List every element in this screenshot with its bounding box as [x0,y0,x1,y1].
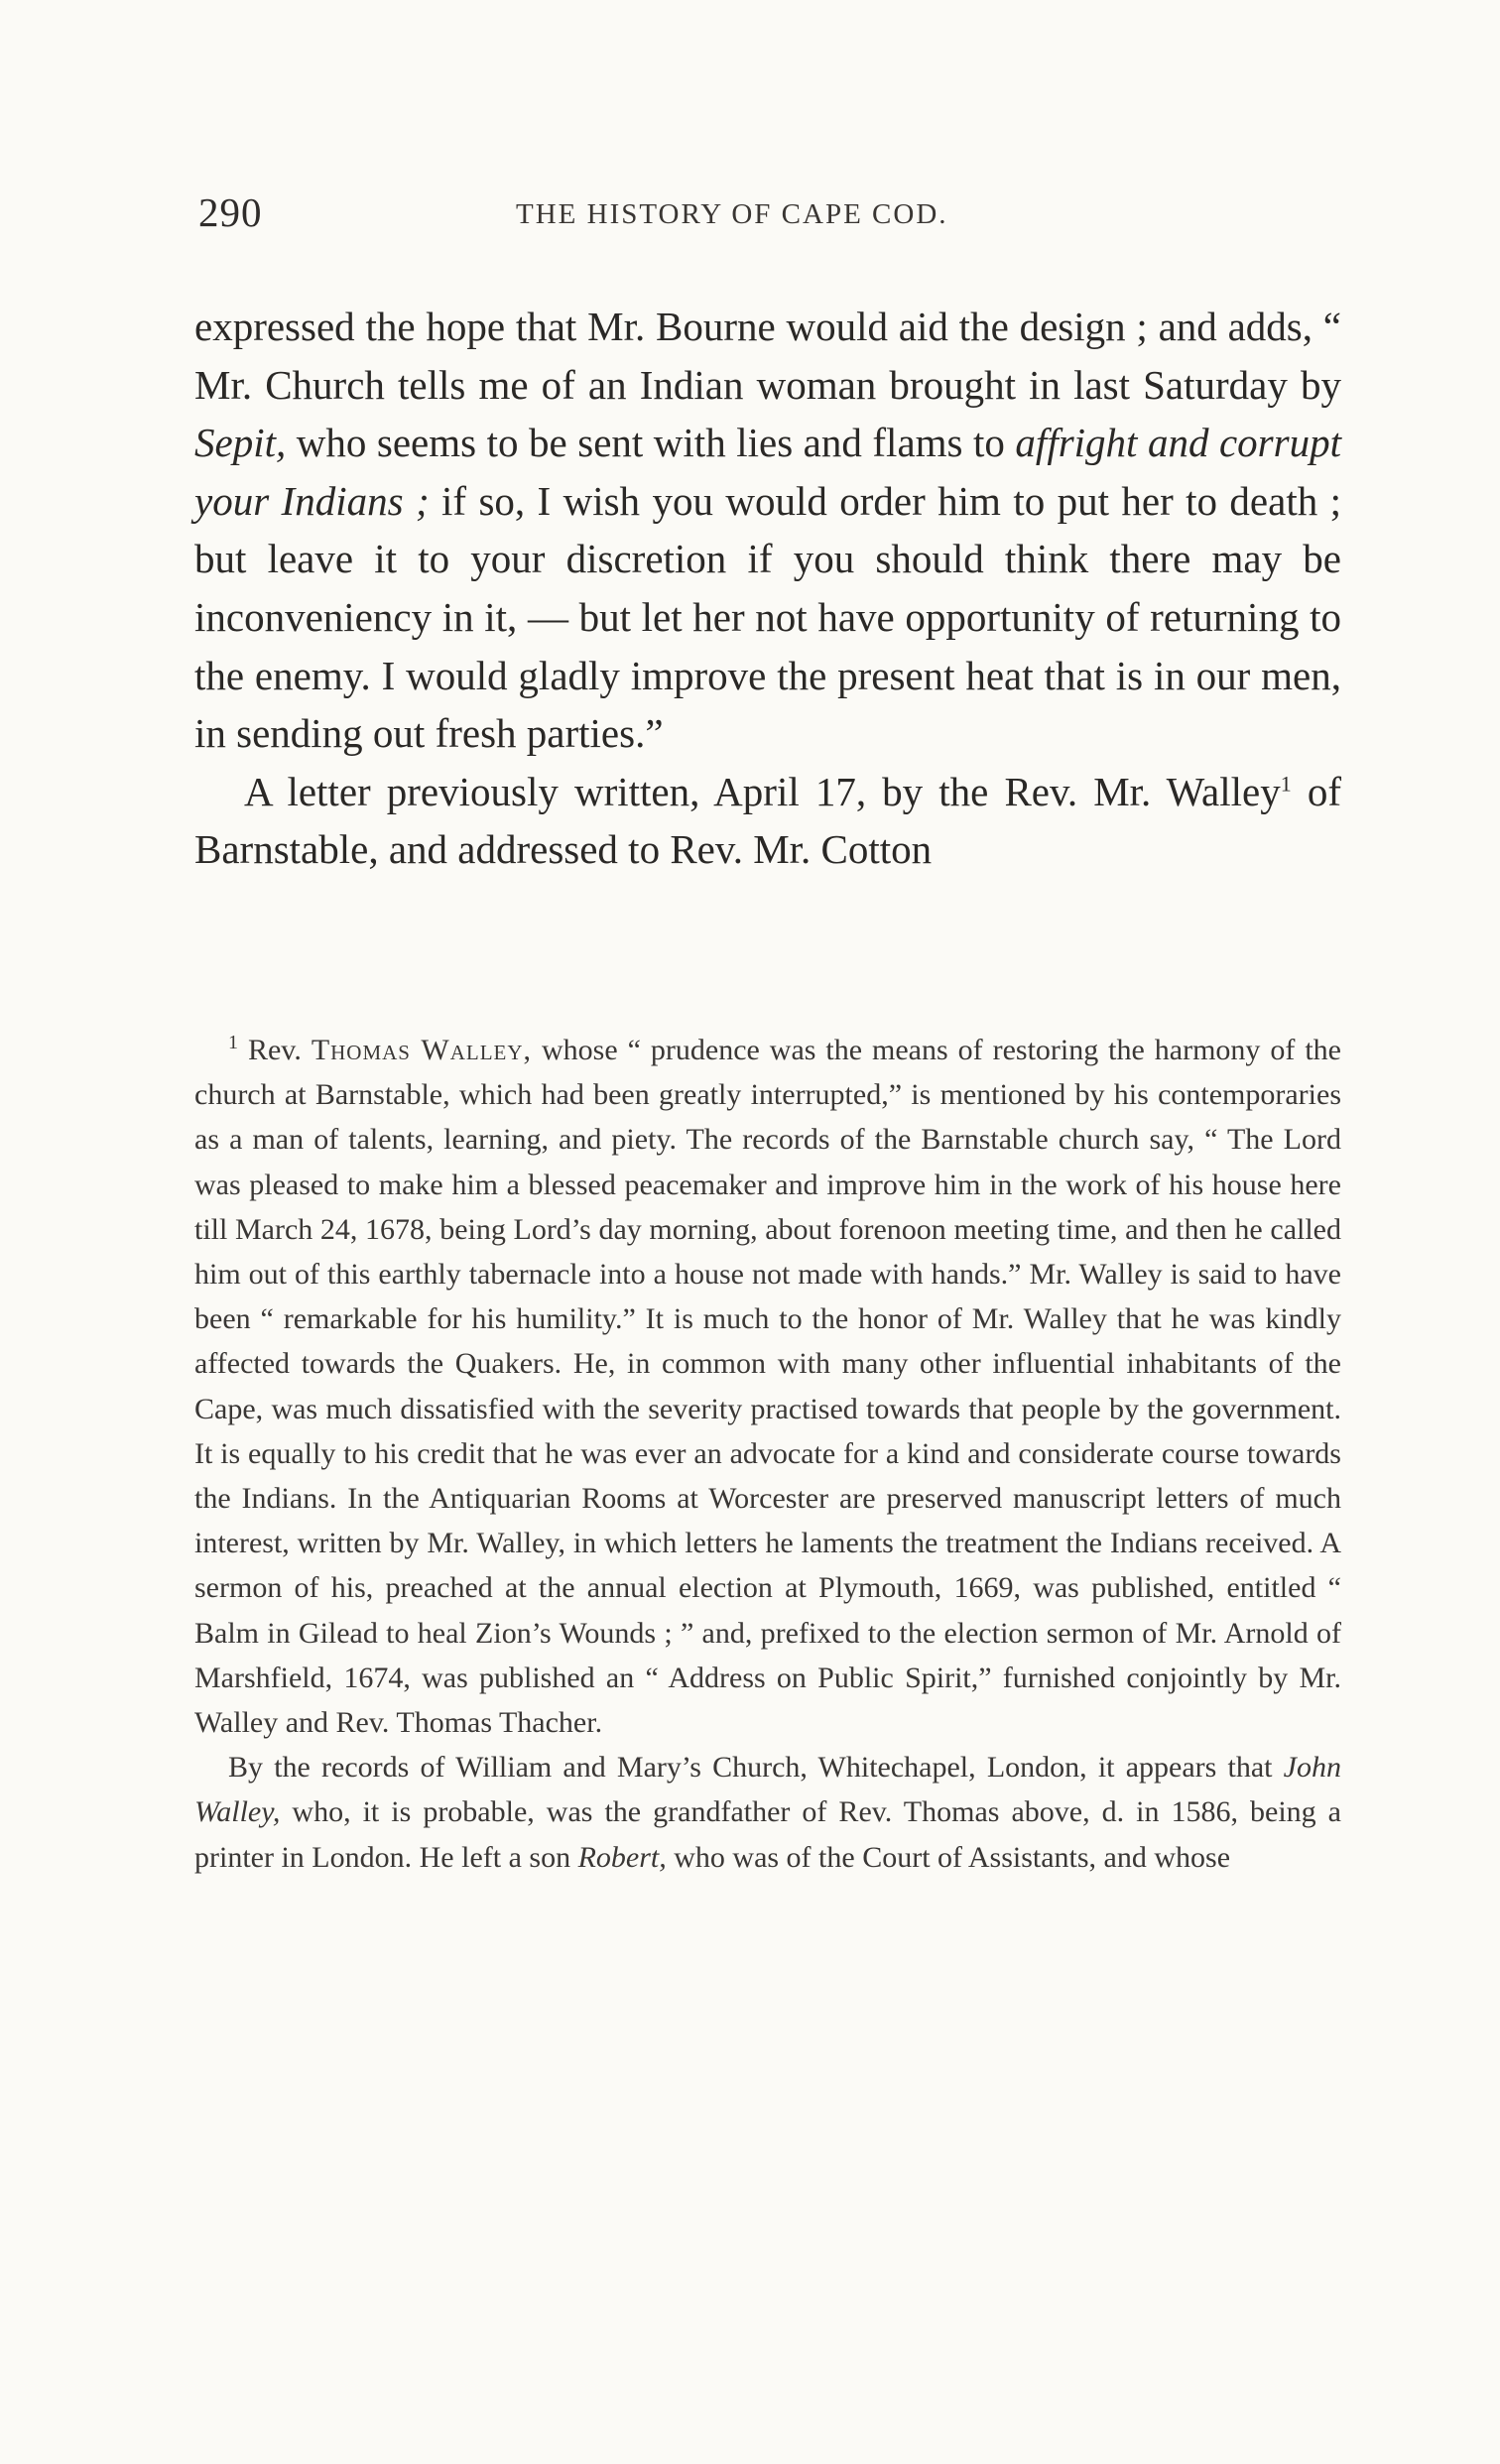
person-name: Thomas Walley, [311,1034,533,1066]
italic-quote: affright and corrupt your Indians ; [194,420,1341,524]
page-number: 290 [198,189,263,235]
page-header [198,188,1337,248]
footnote-continuation [194,1745,1341,1880]
footnote-marker: 1 [228,1032,238,1053]
text-run: By the records of William and Mary’s Church, Whitechapel, London, it appears that [228,1751,1284,1785]
italic-name: Robert, [577,1840,667,1874]
text-run: of Barnstable, and addressed to Rev. Mr. Cotton [194,768,1342,873]
text-run: Rev. [238,1034,312,1066]
main-text [194,298,1341,879]
text-run: who was of the Court of Assistants, and whose [666,1840,1231,1874]
footnote-reference: 1 [1280,771,1292,797]
text-run: who, it is probable, was the grandfather of Rev. Thomas above, d. in 1586, being a printer in London. He left a son [194,1795,1341,1874]
italic-name: John Walley, [194,1751,1341,1829]
footnotes [194,1028,1341,1880]
text-run: who seems to be sent with lies and flams to [286,420,1016,466]
running-title: THE HISTORY OF CAPE COD. [516,198,948,230]
paragraph [194,298,1341,763]
paragraph [194,763,1341,879]
text-run: whose “ prudence was the means of restoring the harmony of the church at Barnstable, which had been greatly interrupted,” is mentioned by his contemporaries as a man of talents, learning, and piety. The records of the Barnstable church say, “ The Lord was pleased to make him a blessed peacemaker and improve him in the work of his house here till March 24, 1678, being Lord’s day morning, about forenoon meeting time, and then he called him out of this earthly tabernacle into a house not made with hands.” Mr. Walley is said to have been “ remarkable for his humility.” It is much to the honor of Mr. Walley that he was kindly affected towards the Quakers. He, in common with many other influential inhabitants of the Cape, was much dissatisfied with the severity practised towards that people by the government. It is equally to his credit that he was ever an advocate for a kind and considerate course towards the Indians. In the Antiquarian Rooms at Worcester are preserved manuscript letters of much interest, written by Mr. Walley, in which letters he laments the treatment the Indians received. A sermon of his, preached at the annual election at Plymouth, 1669, was published, entitled “ Balm in Gilead to heal Zion’s Wounds ; ” and, prefixed to the election sermon of Mr. Arnold of Marshfield, 1674, was published an “ Address on Public Spirit,” furnished conjointly by Mr. Walley and Rev. Thomas Thacher. [194,1034,1342,1740]
footnote-1 [194,1028,1341,1745]
text-run: if so, I wish you would order him to put her to death ; but leave it to your discretion if you should think there may be inconveniency in it, — but let her not have opportunity of returning to the enemy. I would gladly improve the present heat that is in our men, in sending out fresh parties.” [194,477,1341,757]
text-run: expressed the hope that Mr. Bourne would aid the design ; and adds, “ Mr. Church tells me of an Indian woman brought in last Saturday by [194,304,1341,408]
text-run: A letter previously written, April 17, by the Rev. Mr. Walley [244,768,1281,814]
italic-name: Sepit, [194,420,287,466]
